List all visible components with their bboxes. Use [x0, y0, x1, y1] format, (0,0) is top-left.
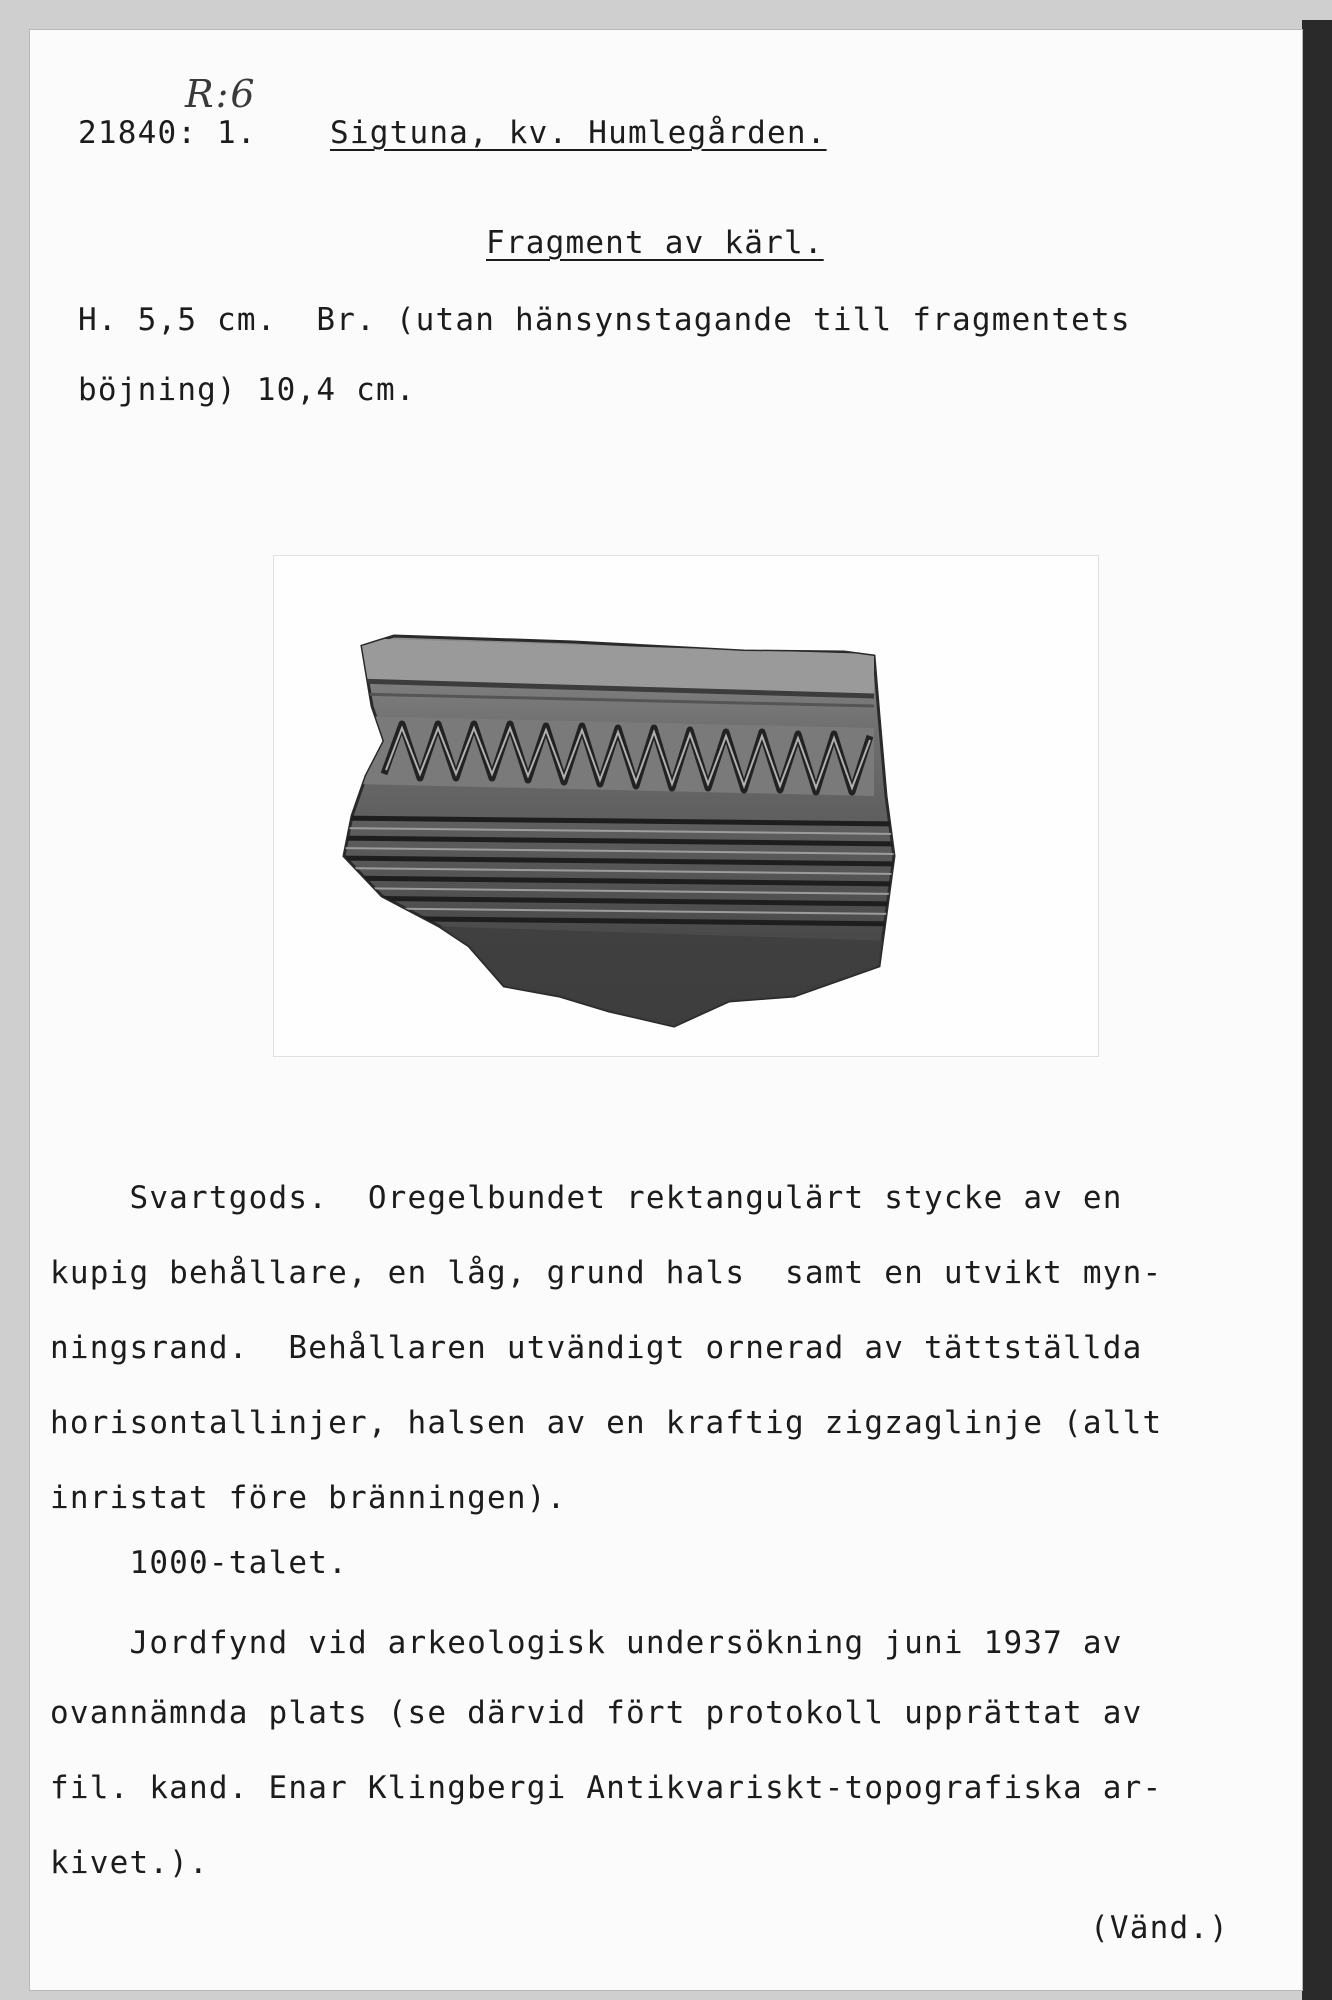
pottery-fragment-icon	[274, 556, 1098, 1056]
description-line-3: ningsrand. Behållaren utvändigt ornerad av tättställda	[50, 1330, 1143, 1366]
description-line-9: fil. kand. Enar Klingbergi Antikvariskt-topografiska ar-	[50, 1770, 1163, 1806]
place-name: Sigtuna, kv. Humlegården.	[330, 115, 827, 151]
description-line-10: kivet.).	[50, 1845, 209, 1881]
measurements-line-2: böjning) 10,4 cm.	[78, 372, 416, 408]
fragment-photo	[273, 555, 1099, 1057]
description-line-8: ovannämnda plats (se därvid fört protokoll upprättat av	[50, 1695, 1143, 1731]
description-line-5: inristat före bränningen).	[50, 1480, 567, 1516]
description-line-1: Svartgods. Oregelbundet rektangulärt stycke av en	[50, 1180, 1123, 1216]
catalogue-number: 21840: 1.	[78, 115, 257, 151]
description-line-4: horisontallinjer, halsen av en kraftig zigzaglinje (allt	[50, 1405, 1163, 1441]
measurements-line-1: H. 5,5 cm. Br. (utan hänsynstagande till fragmentets	[78, 302, 1131, 338]
scan-edge	[1302, 20, 1332, 2000]
description-line-6: 1000-talet.	[50, 1545, 348, 1581]
card-title: Fragment av kärl.	[486, 225, 824, 261]
description-line-2: kupig behållare, en låg, grund hals samt en utvikt myn-	[50, 1255, 1163, 1291]
description-line-7: Jordfynd vid arkeologisk undersökning juni 1937 av	[50, 1625, 1123, 1661]
handwritten-mark: R:6	[185, 72, 257, 116]
catalogue-card	[30, 30, 1302, 1990]
turn-over-note: (Vänd.)	[1090, 1910, 1230, 1946]
